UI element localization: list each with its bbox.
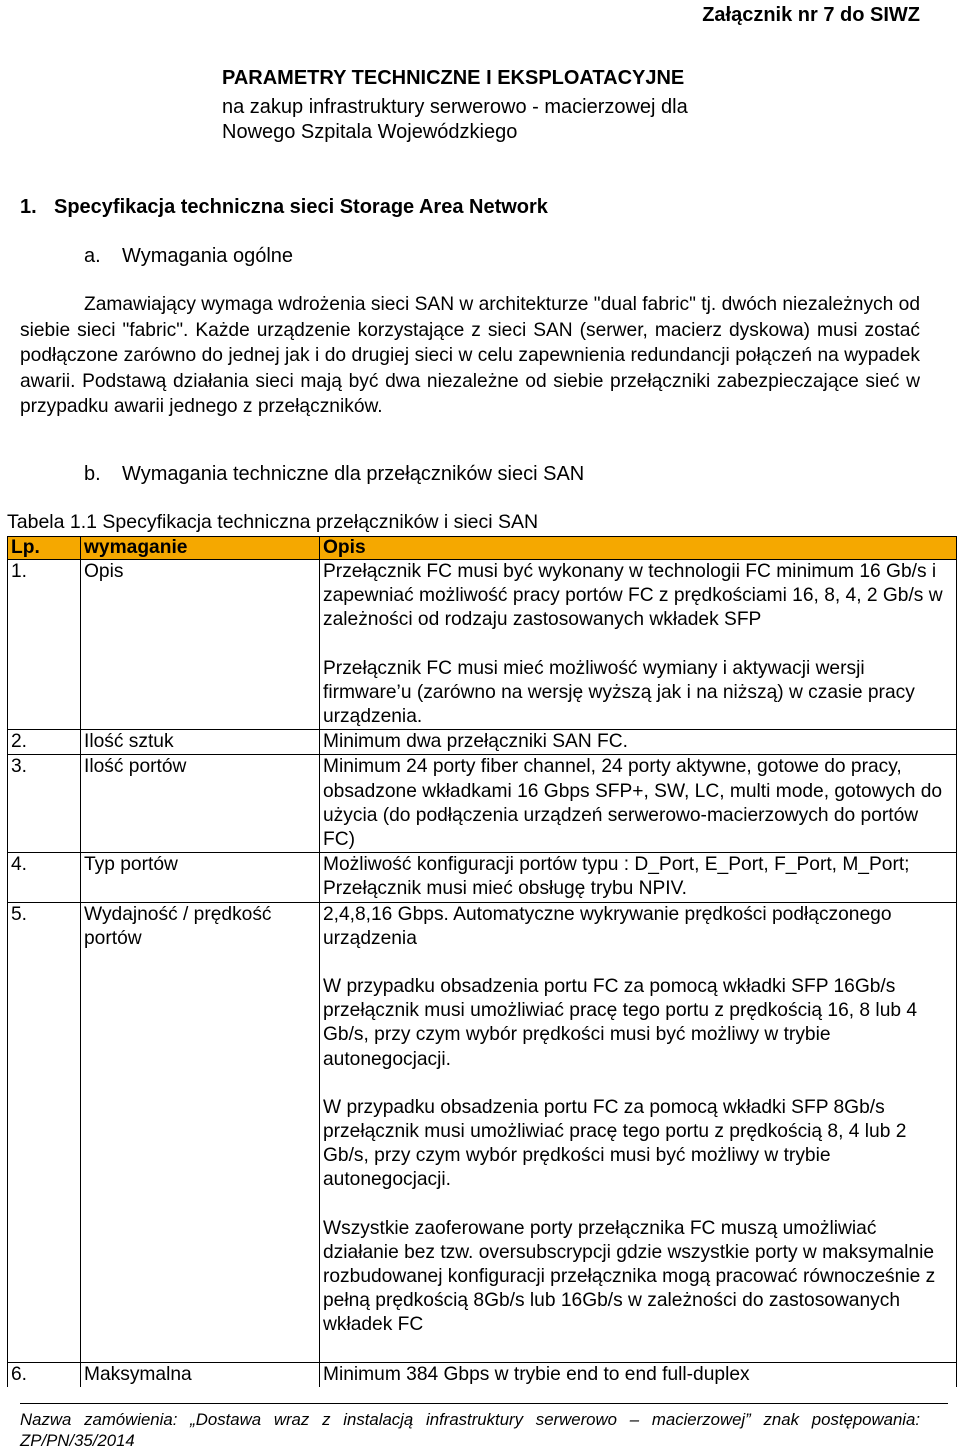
description-paragraph: Minimum dwa przełączniki SAN FC. — [323, 731, 628, 753]
table-header-row — [8, 537, 957, 560]
description-paragraph: Przełącznik FC musi być wykonany w technologii FC minimum 16 Gb/s i zapewniać możliwość pracy portów FC z prędkościami 16, 8, 4, 2 Gb/s w zależności od rodzaju zastosowanych wkładek SFP — [323, 561, 943, 631]
row-requirement: Wydajność / prędkość portów — [81, 902, 320, 1362]
row-description — [320, 902, 957, 1362]
header-description: Opis — [320, 537, 957, 560]
table-caption: Tabela 1.1 Specyfikacja techniczna przełączników i sieci SAN — [7, 511, 539, 533]
row-number: 2. — [8, 730, 81, 755]
header-requirement: wymaganie — [81, 537, 320, 560]
footer-text: Nazwa zamówienia: „Dostawa wraz z instalacją infrastruktury serwerowo – macierzowej” znak postępowania: ZP/PN/35/2014 — [20, 1410, 920, 1450]
footer-divider — [20, 1403, 948, 1404]
section-heading — [20, 196, 548, 219]
row-description — [320, 853, 957, 902]
subsection-a-title: Wymagania ogólne — [122, 245, 294, 267]
table-row — [8, 730, 957, 755]
table-row — [8, 755, 957, 853]
description-paragraph: Minimum 384 Gbps w trybie end to end full-duplex — [323, 1363, 750, 1385]
row-requirement: Ilość portów — [81, 755, 320, 853]
description-paragraph: 2,4,8,16 Gbps. Automatyczne wykrywanie prędkości podłączonego urządzenia — [323, 903, 892, 949]
paragraph-text: Zamawiający wymaga wdrożenia sieci SAN w architekturze "dual fabric" tj. dwóch niezależnych od siebie sieci "fabric". Każde urządzenie korzystające z sieci SAN (serwer, macierz dyskowa) musi zostać podłączone zarówno do jednej jak i do drugiej sieci w celu zapewnienia redundancji połączeń na wypadek awarii. Podstawą działania sieci mają być dwa niezależne od siebie przełączniki zabezpieczające sieć w przypadku awarii jednego z przełączników. — [20, 294, 920, 417]
row-number: 5. — [8, 902, 81, 1362]
table-row — [8, 853, 957, 902]
subsection-a-letter: a. — [84, 245, 101, 267]
title-line-2: na zakup infrastruktury serwerowo - macierzowej dla — [222, 96, 688, 118]
description-paragraph: Wszystkie zaoferowane porty przełącznika FC muszą umożliwiać działanie bez tzw. oversubscrypcji gdzie wszystkie porty w maksymalnie rozbudowanej konfiguracji przełącznika mogą pracować równocześnie z pełną prędkością 8Gb/s lub 16Gb/s w zależności do zastosowanych wkładek FC — [323, 1217, 936, 1336]
table-row — [8, 902, 957, 1362]
title-line-3: Nowego Szpitala Wojewódzkiego — [222, 121, 518, 143]
description-paragraph: Minimum 24 porty fiber channel, 24 porty aktywne, gotowe do pracy, obsadzone wkładkami 16 Gbps SFP+, SW, LC, multi mode, gotowych do użycia (do podłączenia urządzeń serwerowo-macierzowych do portów FC) — [323, 756, 943, 851]
row-requirement: Opis — [81, 560, 320, 730]
spec-table — [7, 536, 957, 1387]
row-description — [320, 560, 957, 730]
row-description — [320, 1362, 957, 1387]
description-paragraph: W przypadku obsadzenia portu FC za pomocą wkładki SFP 16Gb/s przełącznik musi umożliwiać pracę tego portu z prędkością 16, 8 lub 4 Gb/s, przy czym wybór prędkości musi być możliwy w trybie autonegocjacji. — [323, 976, 918, 1070]
row-requirement: Ilość sztuk — [81, 730, 320, 755]
subsection-b-heading — [84, 463, 584, 486]
section-number: 1. — [20, 196, 37, 218]
description-paragraph: W przypadku obsadzenia portu FC za pomocą wkładki SFP 8Gb/s przełącznik musi umożliwiać pracę tego portu z prędkością 8, 4 lub 2 Gb/s, przy czym wybór prędkości musi być możliwy w trybie autonegocjacji. — [323, 1096, 907, 1191]
table-row — [8, 560, 957, 730]
table-row — [8, 1362, 957, 1387]
general-requirements-paragraph — [20, 292, 920, 420]
description-paragraph: Możliwość konfiguracji portów typu : D_Port, E_Port, F_Port, M_Port; Przełącznik musi mieć obsługę trybu NPIV. — [323, 854, 910, 900]
annex-label: Załącznik nr 7 do SIWZ — [702, 4, 920, 26]
row-requirement: Typ portów — [81, 853, 320, 902]
section-title: Specyfikacja techniczna sieci Storage Area Network — [54, 196, 548, 218]
subsection-b-letter: b. — [84, 463, 101, 485]
header-lp: Lp. — [8, 537, 81, 560]
row-number: 6. — [8, 1362, 81, 1387]
description-paragraph: Przełącznik FC musi mieć możliwość wymiany i aktywacji wersji firmware’u (zarówno na wersję wyższą jak i na niższą) w czasie pracy urządzenia. — [323, 657, 915, 728]
row-description — [320, 730, 957, 755]
row-requirement: Maksymalna — [81, 1362, 320, 1387]
subsection-a-heading — [84, 245, 293, 268]
row-description — [320, 755, 957, 853]
row-number: 1. — [8, 560, 81, 730]
title-line-1: PARAMETRY TECHNICZNE I EKSPLOATACYJNE — [222, 67, 685, 89]
subsection-b-title: Wymagania techniczne dla przełączników sieci SAN — [122, 463, 585, 485]
row-number: 4. — [8, 853, 81, 902]
row-number: 3. — [8, 755, 81, 853]
